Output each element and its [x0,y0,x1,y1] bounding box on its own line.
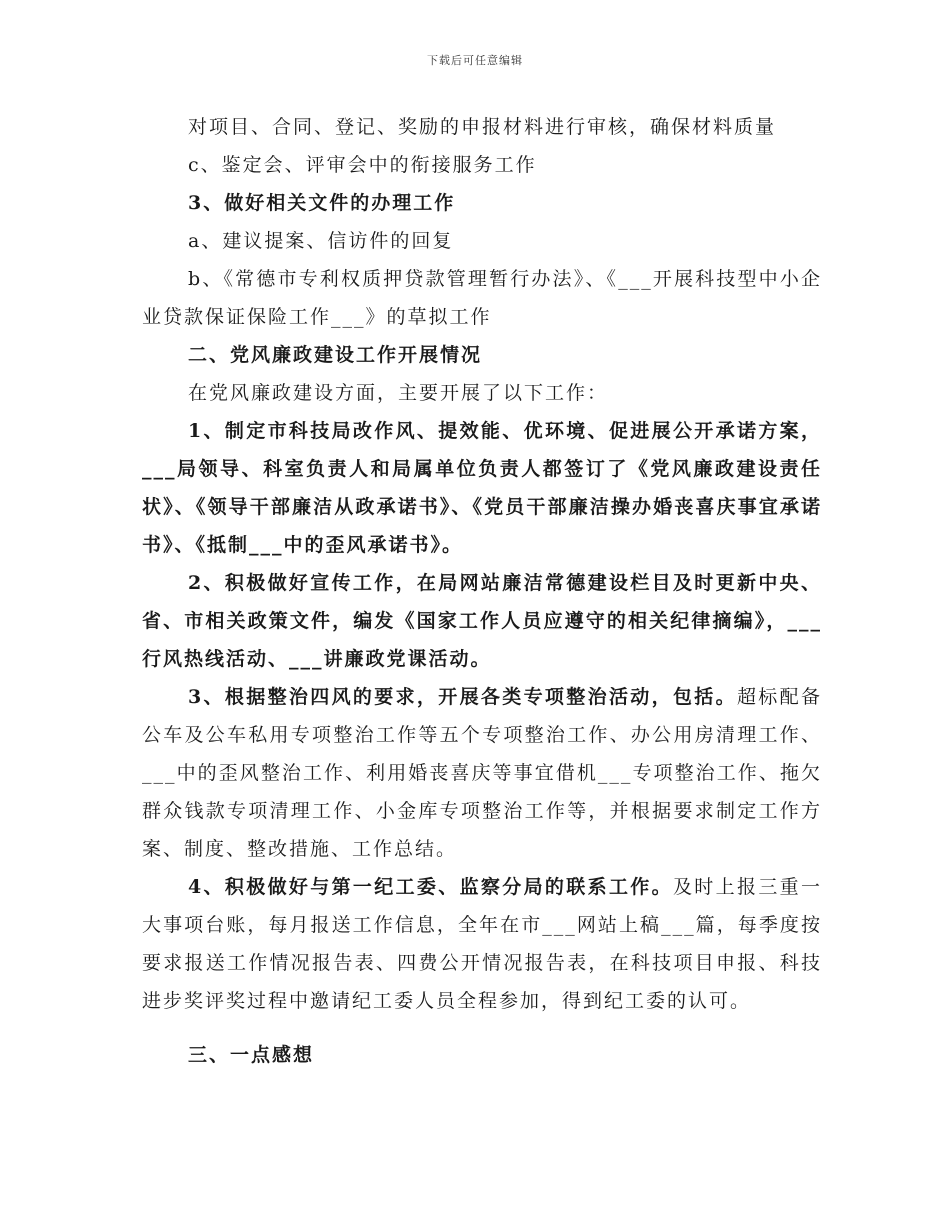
paragraph-appraisal-service: c、鉴定会、评审会中的衔接服务工作 [188,154,537,176]
paragraph-item-1: 1、制定市科技局改作风、提效能、优环境、促进展公开承诺方案，___局领导、科室负责人和局属单位负责人都签订了《党风廉政建设责任状》、《领导干部廉洁从政承诺书》、《党员干部廉洁操办婚丧喜庆事宜承诺书》、《抵制___中的歪风承诺书》。 [142,420,822,556]
paragraph-proposal-reply: a、建议提案、信访件的回复 [188,230,454,252]
document-body [142,108,822,1074]
paragraph-item-2: 2、积极做好宣传工作，在局网站廉洁常德建设栏目及时更新中央、省、市相关政策文件，编发《国家工作人员应遵守的相关纪律摘编》，___行风热线活动、___讲廉政党课活动。 [142,572,822,670]
heading-document-handling: 3、做好相关文件的办理工作 [188,192,456,214]
paragraph-drafting-work: b、《常德市专利权质押贷款管理暂行办法》、《___开展科技型中小企业贷款保证保险工作___》的草拟工作 [142,268,822,328]
paragraph-item-3 [142,678,822,868]
heading-thoughts: 三、一点感想 [188,1044,315,1066]
item-4-lead: 4、积极做好与第一纪工委、监察分局的联系工作。 [188,876,673,898]
item-3-body: 超标配备公车及公车私用专项整治工作等五个专项整治工作、办公用房清理工作、___中的歪风整治工作、利用婚丧喜庆等事宜借机___专项整治工作、拖欠群众钱款专项清理工作、小金库专项整治工作等，并根据要求制定工作方案、制度、整改措施、工作总结。 [142,686,822,860]
page-header: 下载后可任意编辑 [427,54,523,67]
item-4-body: 及时上报三重一大事项台账，每月报送工作信息，全年在市___网站上稿___篇，每季度按要求报送工作情况报告表、四费公开情况报告表，在科技项目申报、科技进步奖评奖过程中邀请纪工委人员全程参加，得到纪工委的认可。 [142,876,822,1012]
paragraph-item-4 [142,868,822,1020]
item-3-lead: 3、根据整治四风的要求，开展各类专项整治活动，包括。 [188,686,737,708]
paragraph-integrity-intro: 在党风廉政建设方面，主要开展了以下工作： [188,382,609,404]
heading-party-integrity: 二、党风廉政建设工作开展情况 [188,344,483,366]
paragraph-review-materials: 对项目、合同、登记、奖励的申报材料进行审核，确保材料质量 [188,116,777,138]
